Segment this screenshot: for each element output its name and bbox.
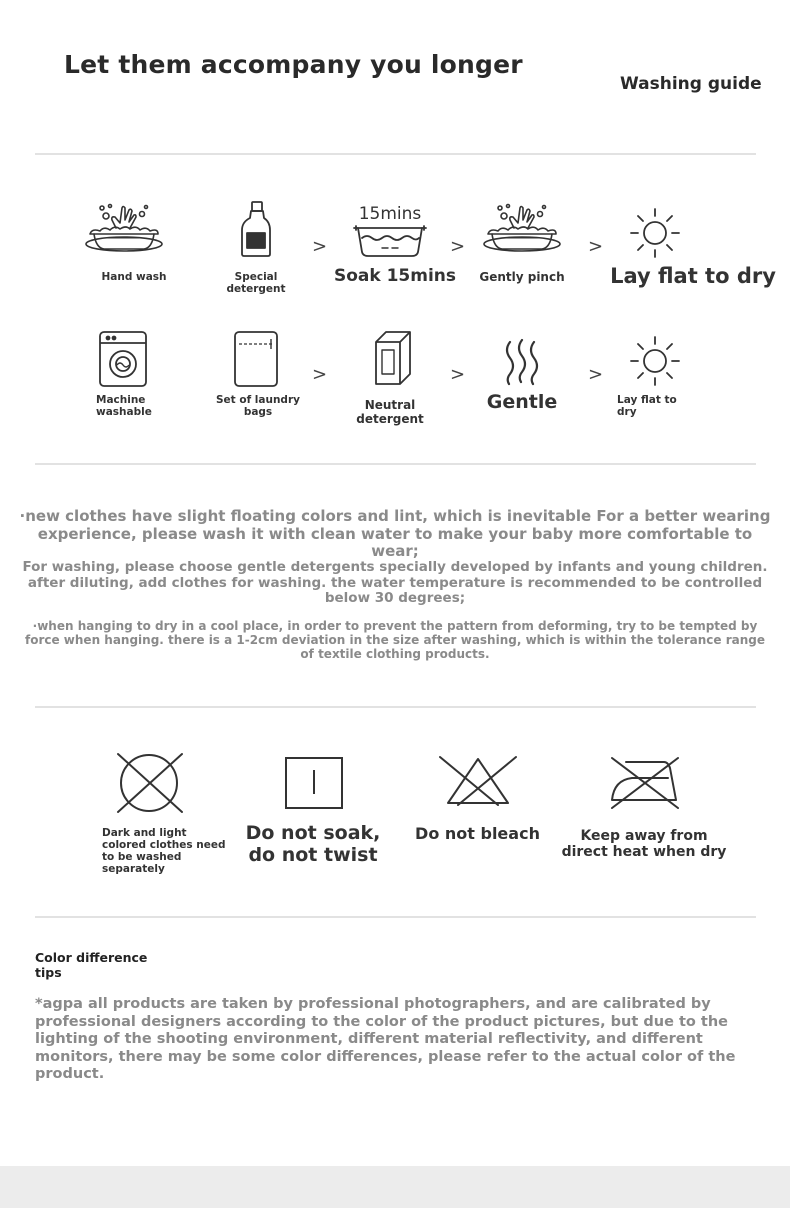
tips-body: *agpa all products are taken by professional photographers, and are calibrated by professional designers according to the color of the product pictures, but due to the lighting of the shooting environment, different material reflectivity, and different monitors, there may be some color differences, please refer to the actual color of the product. [35,996,736,1082]
step-label: Soak 15mins [333,266,457,286]
laundry-bag-icon [233,330,279,388]
arrow-icon: > [588,236,604,257]
arrow-icon: > [450,236,466,257]
step-label: Gently pinch [479,270,565,284]
footer-band [0,1166,790,1208]
step-label: Lay flat to dry [610,264,776,288]
gentle-waves-icon [500,338,544,386]
step-label: Lay flat to dry [617,394,677,418]
detergent-bottle-icon [238,200,274,258]
warning-label: Keep away from direct heat when dry [561,828,727,860]
care-note: For washing, please choose gentle detergents specially developed by infants and young children. after diluting, add clothes for washing. the water temperature is recommended to be controlled below 30 degrees; [22,559,768,606]
divider [35,916,756,918]
warning-label: Dark and light colored clothes need to be washed separately [102,827,226,875]
arrow-icon: > [312,236,328,257]
detergent-box-icon [372,328,414,388]
care-note: ·new clothes have slight floating colors and lint, which is inevitable For a better wearing experience, please wash it with clean water to make your baby more comfortable to wear; [19,507,771,560]
sun-icon [628,334,682,388]
warning-label: Do not soak, do not twist [245,822,381,866]
divider [35,153,756,155]
tips-heading: Color difference tips [35,950,148,980]
sun-icon [628,206,682,260]
no-iron-icon [608,756,680,810]
section-subtitle: Washing guide [620,74,762,94]
arrow-icon: > [588,364,604,385]
hand-pinch-icon [480,198,564,260]
step-label: Machine washable [96,394,152,418]
washing-machine-icon [98,330,148,388]
step-label: Hand wash [101,271,167,283]
divider [35,706,756,708]
no-bleach-icon [438,755,518,807]
step-label: Neutral detergent [356,398,424,426]
step-label: Gentle [486,391,558,413]
hand-wash-icon [82,198,166,260]
soak-time-text: 15mins [358,204,422,224]
care-note: ·when hanging to dry in a cool place, in order to prevent the pattern from deforming, try to be tempted by force when hanging. there is a 1-2cm deviation in the size after washing, which is within the tolerance range of textile clothing products. [24,619,766,661]
divider [35,463,756,465]
no-soak-twist-icon [284,756,344,810]
arrow-icon: > [450,364,466,385]
page-title: Let them accompany you longer [64,50,523,79]
step-label: Special detergent [226,271,286,295]
warning-label: Do not bleach [415,824,540,843]
step-label: Set of laundry bags [216,394,300,418]
crossed-circle-icon [114,752,186,814]
arrow-icon: > [312,364,328,385]
